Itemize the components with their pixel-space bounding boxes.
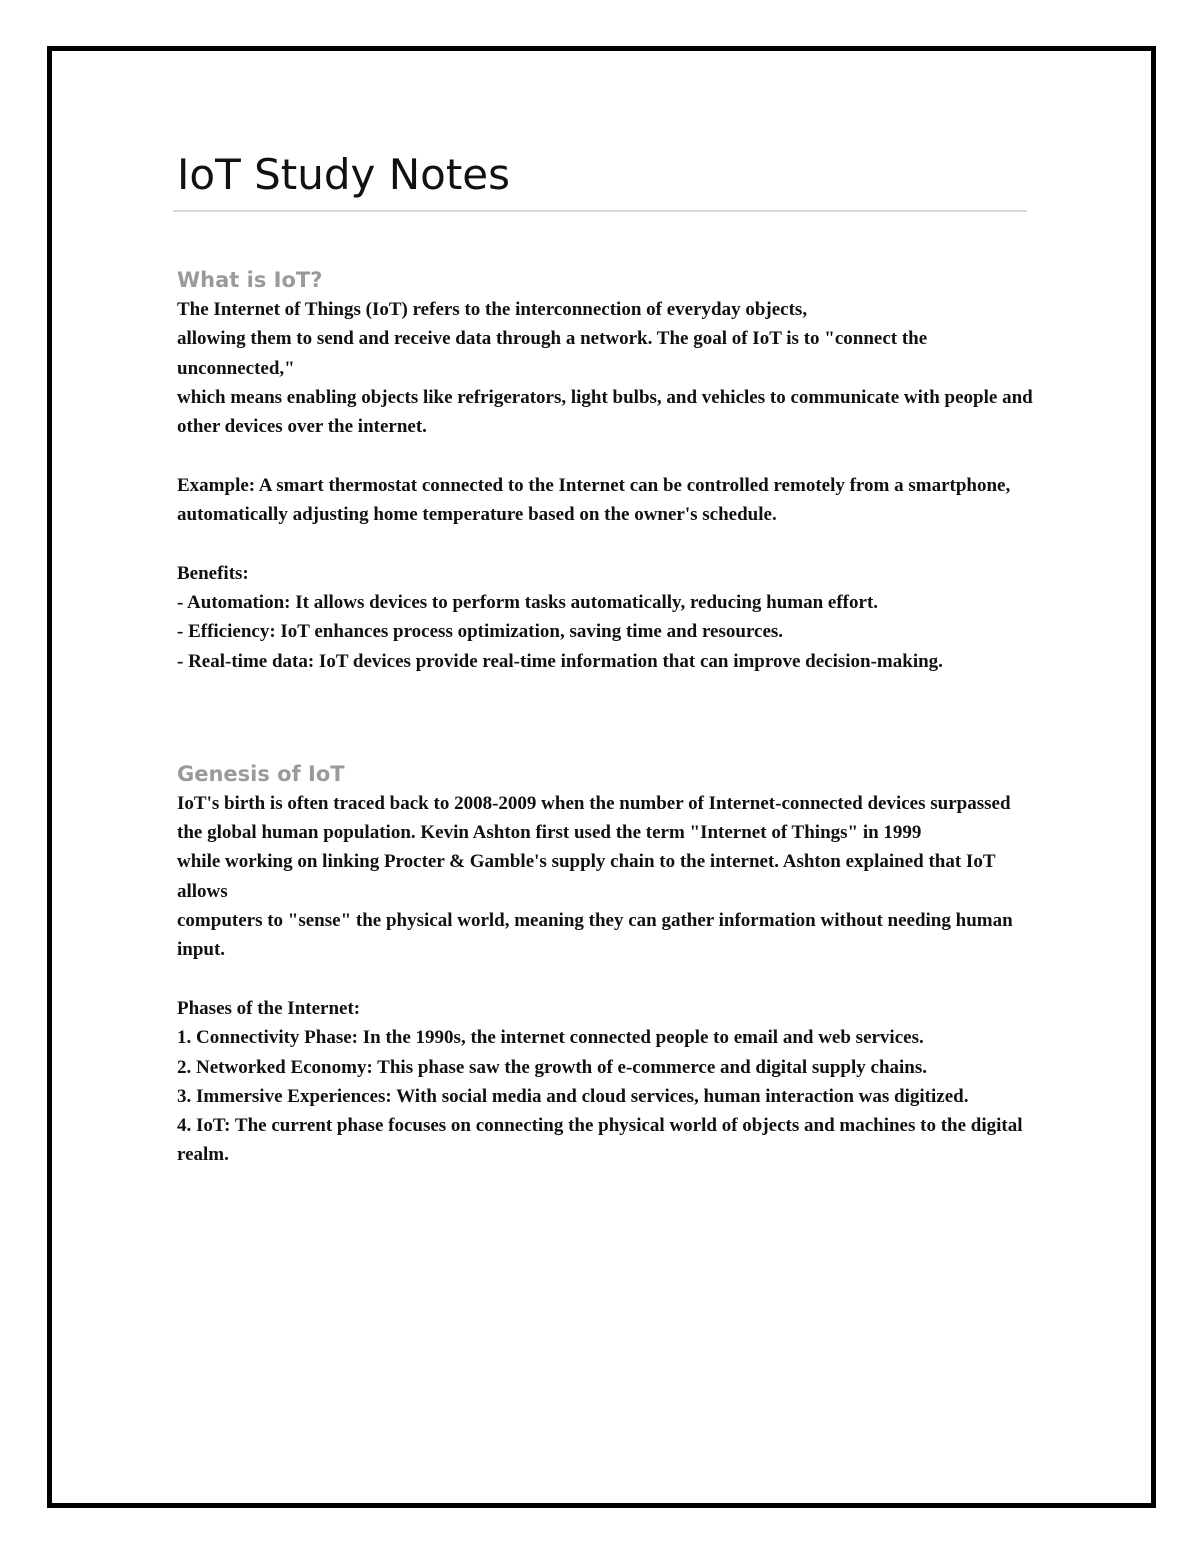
paragraph-line: allowing them to send and receive data through a network. The goal of IoT is to "connect the unconnected," [177,328,932,379]
paragraph-line: The Internet of Things (IoT) refers to the interconnection of everyday objects, [177,299,808,320]
paragraph-line: IoT's birth is often traced back to 2008-2009 when the number of Internet-connected devices surpassed the global human population. Kevin Ashton first used the term "Internet of Things" in 1999 [177,792,1016,844]
list-item: 4. IoT: The current phase focuses on connecting the physical world of objects and machines to the digital realm. [177,1115,1028,1166]
list-item: - Real-time data: IoT devices provide real-time information that can improve decision-making. [177,650,943,672]
paragraph-line: other devices over the internet. [177,416,427,438]
list-item: 3. Immersive Experiences: With social media and cloud services, human interaction was digitized. [177,1085,969,1107]
section-what-is-iot [177,265,1037,676]
list-item: 2. Networked Economy: This phase saw the growth of e-commerce and digital supply chains. [177,1056,927,1078]
document-title: IoT Study Notes [177,150,511,199]
list-item: - Efficiency: IoT enhances process optimization, saving time and resources. [177,621,784,643]
section-genesis-of-iot [177,759,1037,1170]
paragraph-line: computers to "sense" the physical world, meaning they can gather information without needing human input. [177,910,1018,961]
list-label: Phases of the Internet: [177,997,361,1019]
example-line: Example: A smart thermostat connected to the Internet can be controlled remotely from a smartphone, [177,474,1011,496]
document-body [177,140,1037,1170]
list-item: - Automation: It allows devices to perform tasks automatically, reducing human effort. [177,591,879,613]
example-line: automatically adjusting home temperature based on the owner's schedule. [177,504,777,526]
paragraph-line: which means enabling objects like refrigerators, light bulbs, and vehicles to communicate with people and [177,386,1033,408]
list-item: 1. Connectivity Phase: In the 1990s, the internet connected people to email and web services. [177,1027,924,1049]
section-heading: What is IoT? [177,268,323,292]
list-label: Benefits: [177,562,249,584]
section-heading: Genesis of IoT [177,761,345,786]
paragraph-line: while working on linking Procter & Gamble's supply chain to the internet. Ashton explained that IoT allows [177,851,1000,902]
